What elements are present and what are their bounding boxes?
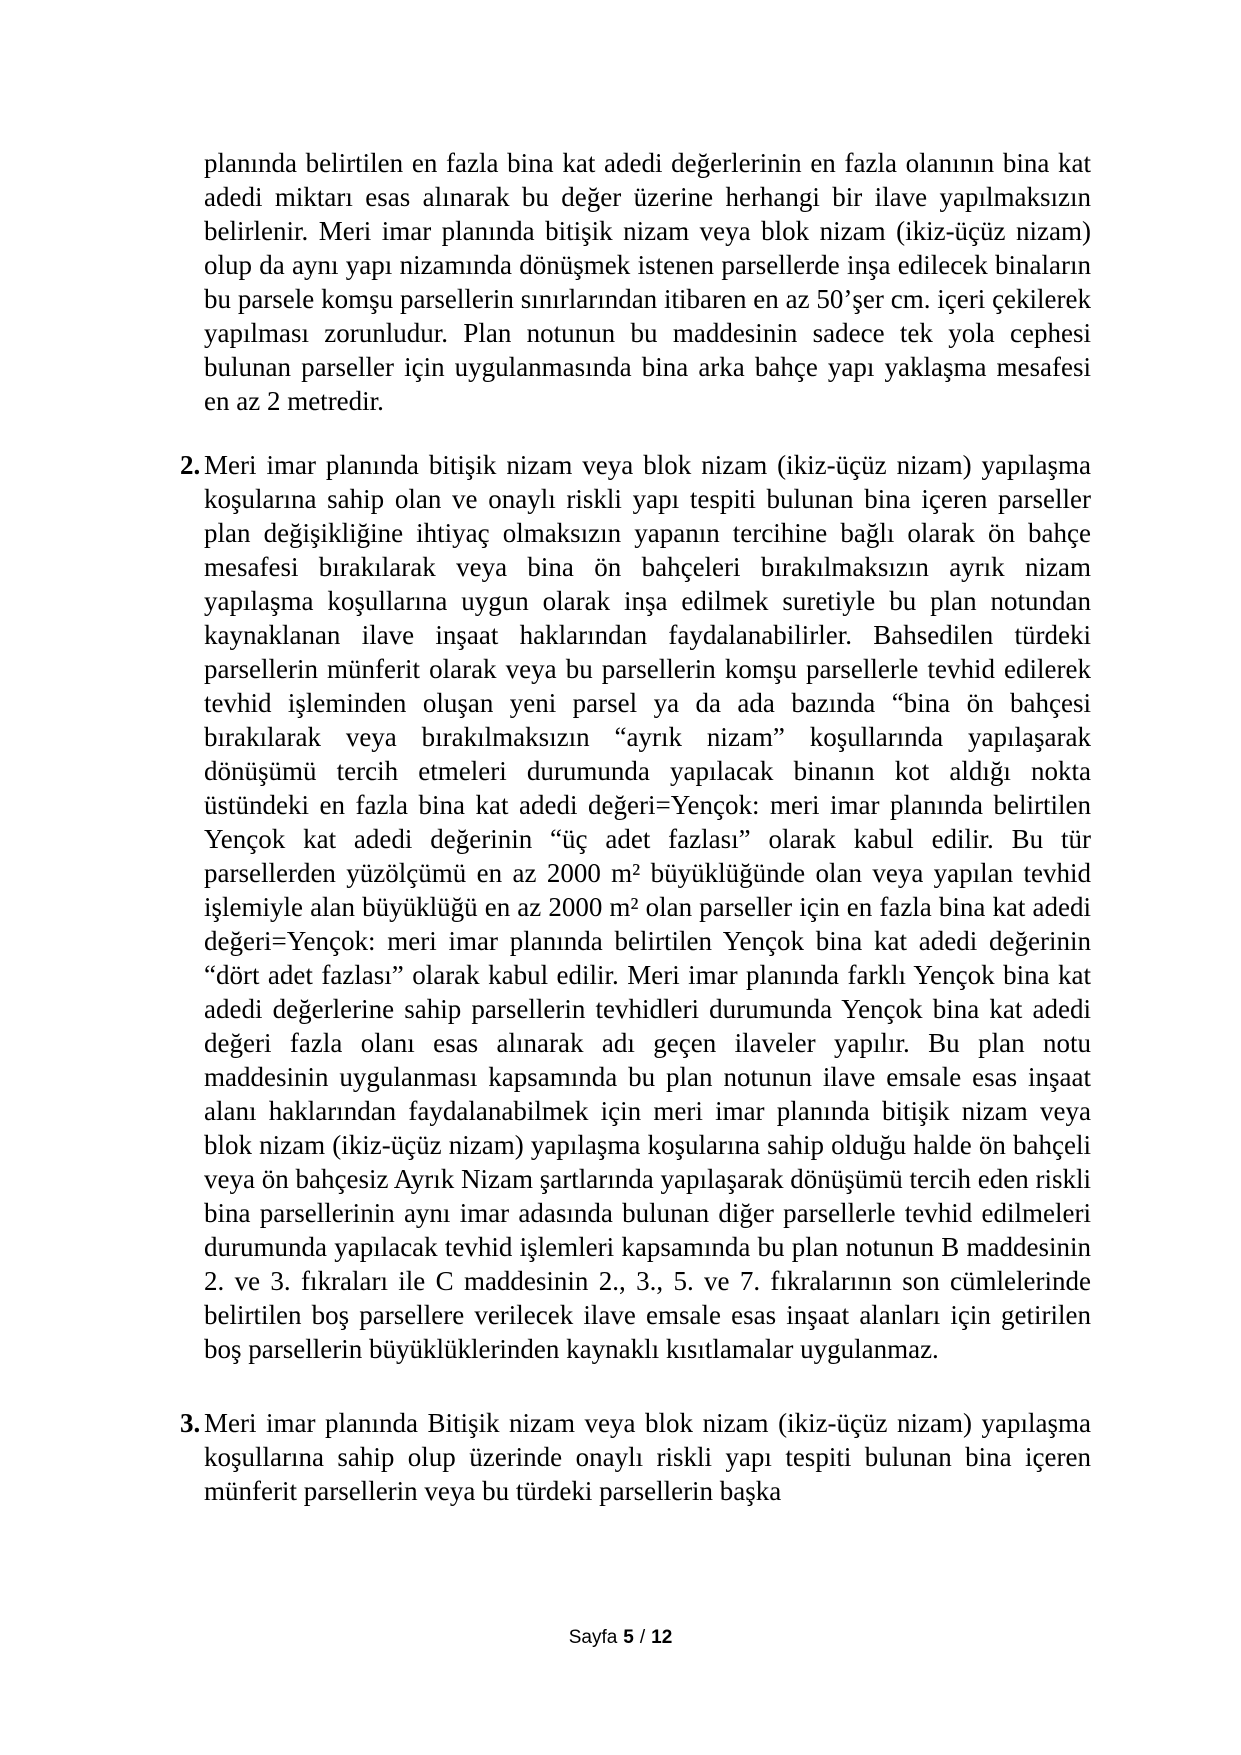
paragraph-continuation: planında belirtilen en fazla bina kat adedi değerlerinin en fazla olanının bina kat adedi miktarı esas alınarak bu değer üzerine herhangi bir ilave yapılmaksızın belirlenir. Meri imar planında bitişik nizam veya blok nizam (ikiz-üçüz nizam) olup da aynı yapı nizamında dönüşmek istenen parsellerde inşa edilecek binaların bu parsele komşu parsellerin sınırlarından itibaren en az 50’şer cm. içeri çekilerek yapılması zorunludur. Plan notunun bu maddesinin sadece tek yola cephesi bulunan parseller için uygulanmasında bina arka bahçe yapı yaklaşma mesafesi en az 2 metredir. bbox=[204, 148, 1091, 416]
list-item-3-text: Meri imar planında Bitişik nizam veya blok nizam (ikiz-üçüz nizam) yapılaşma koşullarına sahip olup üzerinde onaylı riskli yapı tespiti bulunan bina içeren münferit parsellerin veya bu türdeki parsellerin başka bbox=[204, 1408, 1091, 1506]
footer-page-number: 5 bbox=[623, 1627, 634, 1648]
list-item-2-text: Meri imar planında bitişik nizam veya blok nizam (ikiz-üçüz nizam) yapılaşma koşularına sahip olan ve onaylı riskli yapı tespiti bulunan bina içeren parseller plan değişikliğine ihtiyaç olmaksızın yapanın tercihine bağlı olarak ön bahçe mesafesi bırakılarak veya bina ön bahçeleri bırakılmaksızın ayrık nizam yapılaşma koşullarına uygun olarak inşa edilmek suretiyle bu plan notundan kaynaklanan ilave inşaat haklarından faydalanabilirler. Bahsedilen türdeki parsellerin münferit olarak veya bu parsellerin komşu parsellerle tevhid edilerek tevhid işleminden oluşan yeni parsel ya da ada bazında “bina ön bahçesi bırakılarak veya bırakılmaksızın “ayrık nizam” koşullarında yapılaşarak dönüşümü tercih etmeleri durumunda yapılacak binanın kot aldığı nokta üstündeki en fazla bina kat adedi değeri=Yençok: meri imar planında belirtilen Yençok kat adedi değerinin “üç adet fazlası” olarak kabul edilir. Bu tür parsellerden yüzölçümü en az 2000 m² büyüklüğünde olan veya yapılan tevhid işlemiyle alan büyüklüğü en az 2000 m² olan parseller için en fazla bina kat adedi değeri=Yençok: meri imar planında belirtilen Yençok bina kat adedi değerinin “dört adet fazlası” olarak kabul edilir. Meri imar planında farklı Yençok bina kat adedi değerlerine sahip parsellerin tevhidleri durumunda Yençok bina kat adedi değeri fazla olanı esas alınarak adı geçen ilaveler yapılır. Bu plan notu maddesinin uygulanması kapsamında bu plan notunun ilave emsale esas inşaat alanı haklarından faydalanabilmek için meri imar planında bitişik nizam veya blok nizam (ikiz-üçüz nizam) yapılaşma koşularına sahip olduğu halde ön bahçeli veya ön bahçesiz Ayrık Nizam şartlarında yapılaşarak dönüşümü tercih eden riskli bina parsellerinin aynı imar adasında bulunan diğer parsellerle tevhid edilmeleri durumunda yapılacak tevhid işlemleri kapsamında bu plan notunun B maddesinin 2. ve 3. fıkraları ile C maddesinin 2., 3., 5. ve 7. fıkralarının son cümlelerinde belirtilen boş parsellere verilecek ilave emsale esas inşaat alanları için getirilen boş parsellerin büyüklüklerinden kaynaklı kısıtlamalar uygulanmaz. bbox=[204, 450, 1091, 1364]
page-footer bbox=[0, 1626, 1241, 1650]
document-body bbox=[180, 146, 1091, 1508]
list-item-2 bbox=[180, 448, 1091, 1366]
list-item-3-number: 3. bbox=[180, 1408, 201, 1438]
footer-page-total: 12 bbox=[651, 1627, 673, 1648]
footer-separator: / bbox=[639, 1627, 646, 1648]
footer-label: Sayfa bbox=[568, 1627, 618, 1648]
list-item-2-number: 2. bbox=[180, 450, 201, 480]
list-item-3 bbox=[180, 1406, 1091, 1508]
